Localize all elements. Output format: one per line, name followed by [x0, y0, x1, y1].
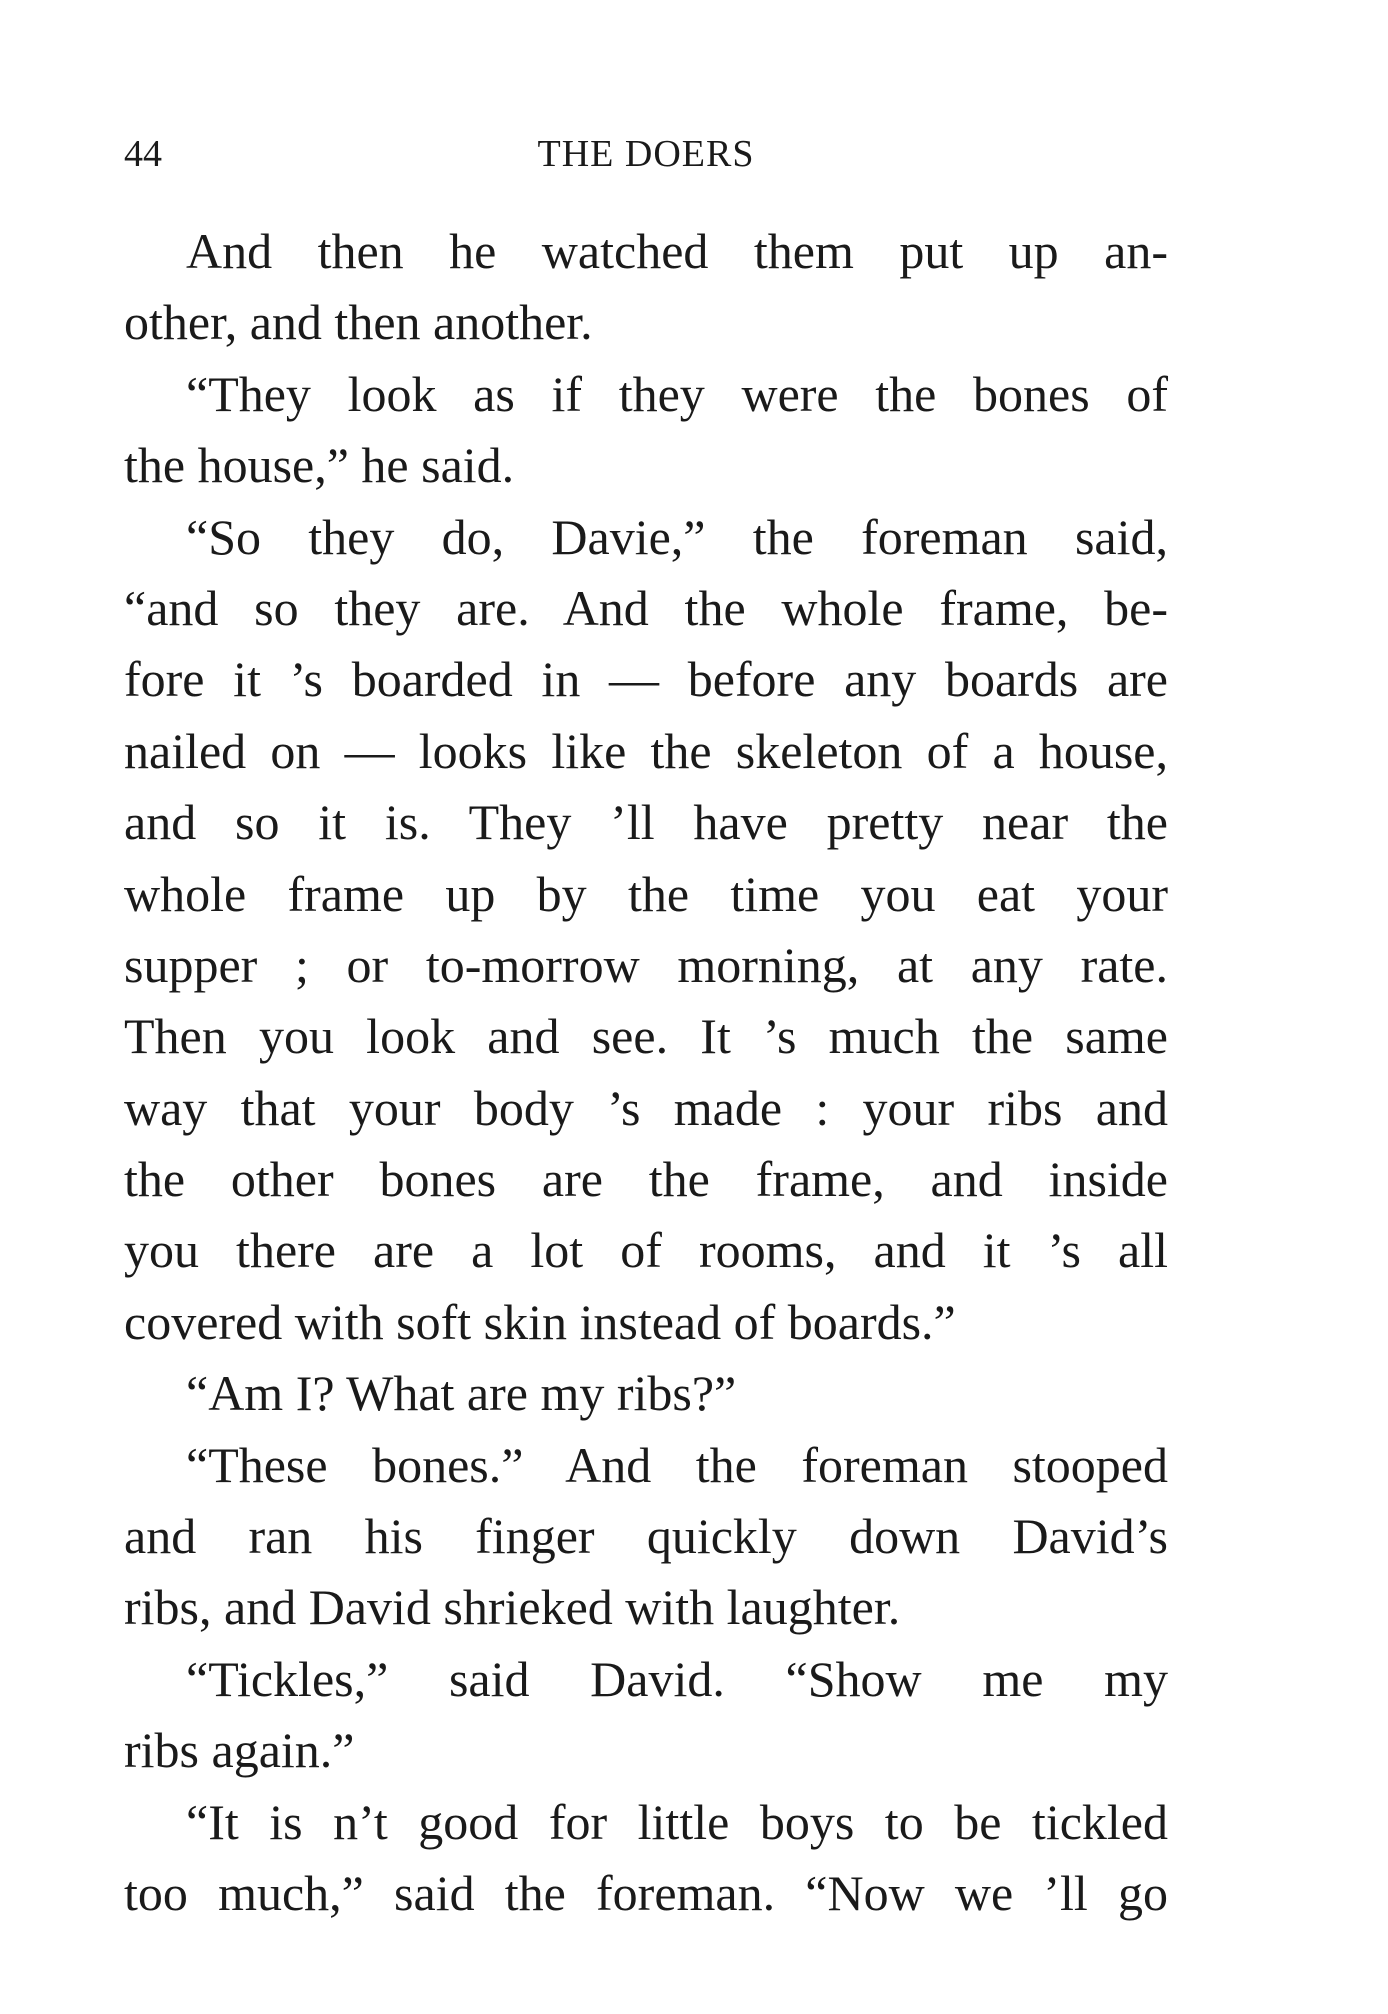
text-line: “They look as if they were the bones of [186, 365, 1168, 422]
text-line: “It is n’t good for little boys to be tickled [186, 1793, 1168, 1850]
text-line: too much,” said the foreman. “Now we ’ll go [124, 1864, 1168, 1921]
text-line: and ran his finger quickly down David’s [124, 1508, 1168, 1565]
text-line: covered with soft skin instead of boards.” [124, 1293, 956, 1350]
text-line: nailed on — looks like the skeleton of a house, [124, 722, 1168, 779]
text-line: way that your body ’s made : your ribs and [124, 1079, 1168, 1136]
text-line: other, and then another. [124, 294, 593, 351]
text-line: you there are a lot of rooms, and it ’s all [124, 1222, 1168, 1279]
text-line: “Am I? What are my ribs?” [186, 1365, 737, 1422]
page-number: 44 [124, 133, 162, 175]
text-line: “So they do, Davie,” the foreman said, [186, 508, 1168, 565]
text-line: and so it is. They ’ll have pretty near the [124, 794, 1168, 851]
text-line: supper ; or to-morrow morning, at any rate. [124, 936, 1168, 993]
text-line: “Tickles,” said David. “Show me my [186, 1650, 1168, 1707]
running-title: THE DOERS [537, 133, 755, 175]
text-line: “These bones.” And the foreman stooped [186, 1436, 1168, 1493]
running-head [124, 126, 1168, 182]
text-line: whole frame up by the time you eat your [124, 865, 1168, 922]
text-line: And then he watched them put up an- [186, 223, 1168, 279]
body-text [124, 216, 1168, 1929]
text-line: fore it ’s boarded in — before any boards are [124, 651, 1168, 708]
book-page [124, 126, 1168, 1929]
text-line: the other bones are the frame, and inside [124, 1151, 1168, 1208]
text-line: the house,” he said. [124, 437, 515, 494]
text-line: ribs again.” [124, 1722, 355, 1779]
text-line: ribs, and David shrieked with laughter. [124, 1579, 901, 1636]
text-line: Then you look and see. It ’s much the same [124, 1008, 1168, 1065]
text-line: “and so they are. And the whole frame, be- [124, 579, 1168, 636]
